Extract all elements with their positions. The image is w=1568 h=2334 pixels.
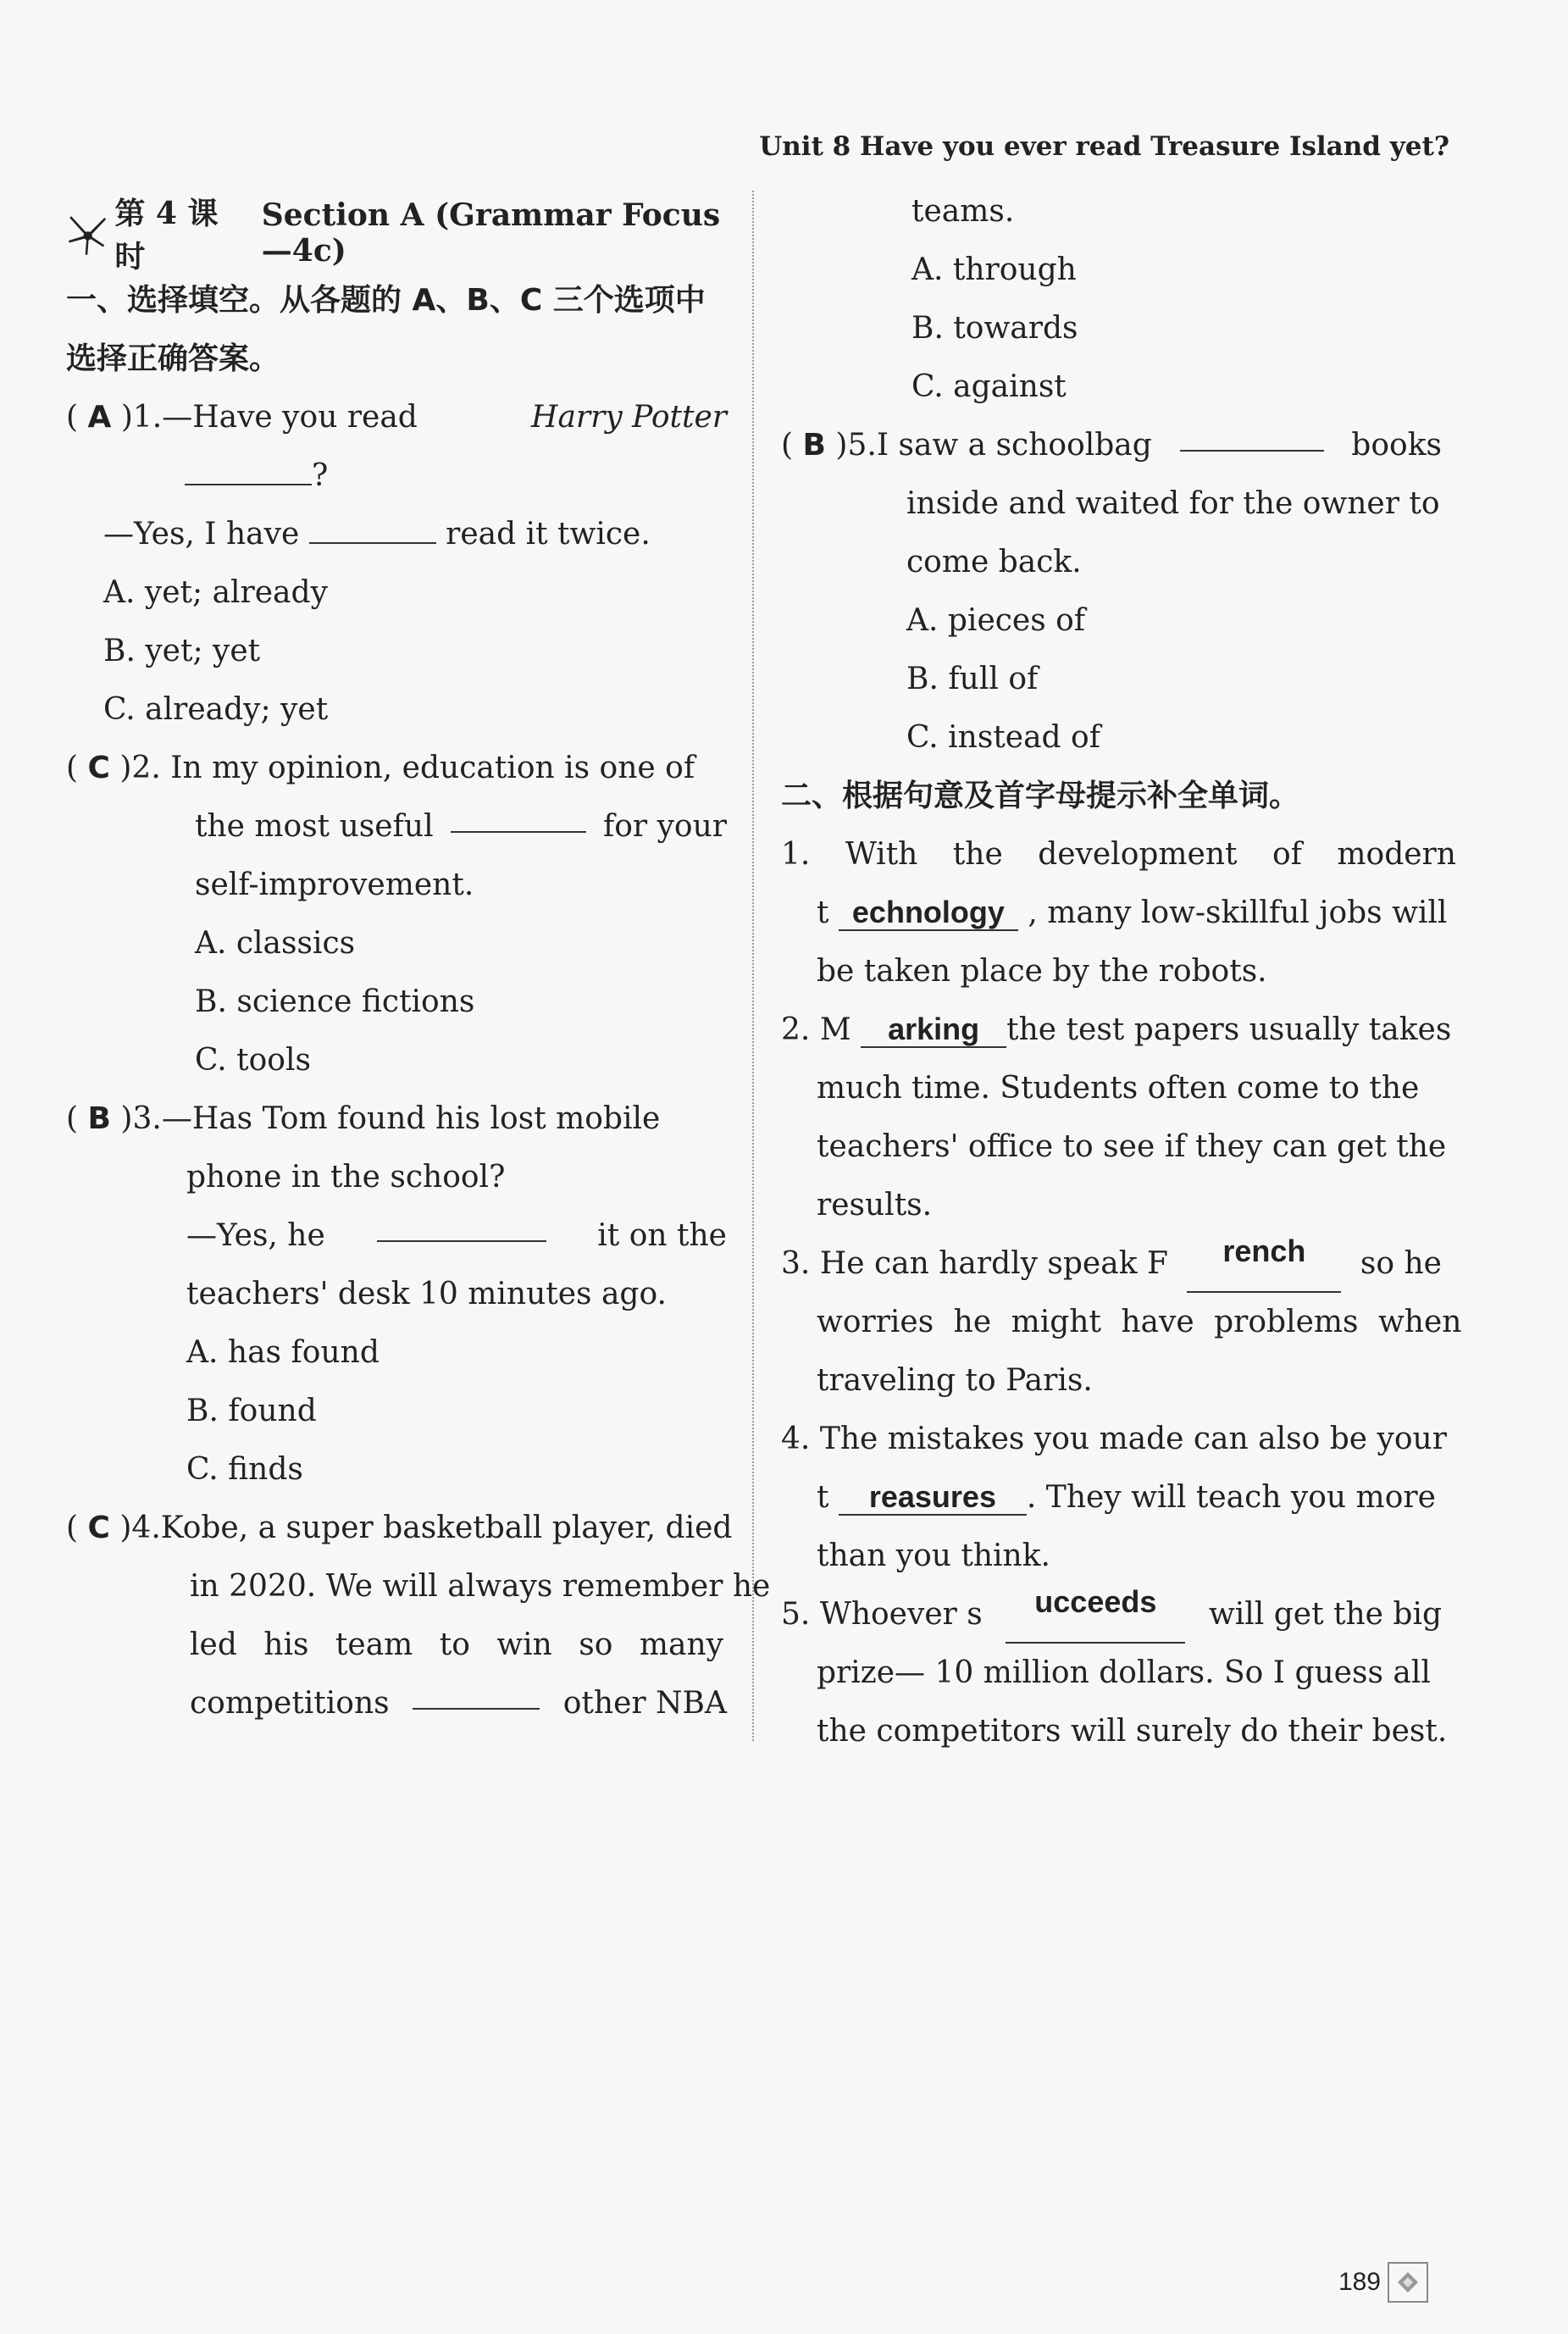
- s4-line2: [781, 1468, 1442, 1527]
- q1-line2: [66, 446, 727, 505]
- s1-line1: [781, 825, 1456, 884]
- q3-number: )3.: [120, 1101, 162, 1136]
- s5-text1b: will get the big: [1208, 1597, 1442, 1632]
- q1-reply-b: read it twice.: [446, 517, 651, 552]
- s2-line3: teachers' office to see if they can get the: [817, 1129, 1447, 1164]
- q2-stem1: In my opinion, education is one of: [170, 751, 695, 785]
- q4-line2: in 2020. We will always remember he: [190, 1569, 771, 1604]
- q2-line1: ( C )2. In my opinion, education is one of: [66, 751, 695, 785]
- q1-blank1[interactable]: [185, 450, 312, 485]
- q2-stem2b: for your: [602, 809, 727, 844]
- section-label: Section A (Grammar Focus—4c): [261, 197, 721, 269]
- s2-line4: results.: [817, 1188, 933, 1222]
- s4-number: 4.: [781, 1422, 811, 1456]
- diamond-icon: [1388, 2262, 1428, 2303]
- s1-line2: [781, 884, 1448, 942]
- q1-book-title: Harry Potter: [531, 400, 727, 435]
- q1-option-b: B. yet; yet: [103, 634, 261, 668]
- s5-number: 5.: [781, 1597, 811, 1632]
- s3-answer[interactable]: rench: [1187, 1234, 1341, 1293]
- s4-text1: The mistakes you made can also be your: [819, 1422, 1447, 1456]
- s1-line3: be taken place by the robots.: [817, 954, 1267, 989]
- q1-stem: —Have you read: [162, 400, 418, 435]
- s4-text2: . They will teach you more: [1026, 1480, 1436, 1515]
- q4-stem4a: competitions: [190, 1686, 390, 1721]
- q3-answer: B: [87, 1101, 111, 1136]
- s1-number: 1.: [781, 837, 811, 872]
- s2-answer[interactable]: arking: [861, 1012, 1006, 1048]
- q3-stem1: —Has Tom found his lost mobile: [161, 1101, 661, 1136]
- s5-line2: prize— 10 million dollars. So I guess all: [817, 1655, 1431, 1690]
- q2-stem2a: the most useful: [195, 809, 434, 844]
- s1-letter: t: [817, 895, 829, 930]
- s2-number: 2.: [781, 1012, 811, 1047]
- q3-line1: ( B )3.—Has Tom found his lost mobile: [66, 1101, 661, 1136]
- q4-stem4b: other NBA: [562, 1686, 727, 1721]
- q3-stem3b: it on the: [597, 1218, 727, 1253]
- q1-number: )1.: [120, 400, 163, 435]
- s5-answer[interactable]: ucceeds: [1006, 1585, 1185, 1644]
- q4-line1: ( C )4.Kobe, a super basketball player, died: [66, 1511, 733, 1545]
- q2-line2: [66, 797, 727, 856]
- q2-answer: C: [87, 751, 110, 785]
- q3-option-a: A. has found: [186, 1335, 380, 1370]
- page-number: [1338, 2262, 1428, 2303]
- s3-line3: traveling to Paris.: [817, 1363, 1093, 1398]
- s3-line2: worries he might have problems when: [817, 1305, 1462, 1339]
- part1-heading-line2: 选择正确答案。: [66, 341, 280, 376]
- q4-line5: teams.: [911, 194, 1015, 229]
- s3-text1b: so he: [1360, 1246, 1442, 1281]
- part1-heading-line1: 一、选择填空。从各题的 A、B、C 三个选项中: [66, 283, 706, 318]
- q5-option-a: A. pieces of: [906, 603, 1086, 638]
- s3-text1a: He can hardly speak F: [819, 1246, 1168, 1281]
- q4-option-b: B. towards: [911, 311, 1078, 346]
- s5-line1: [781, 1585, 1442, 1644]
- s1-answer[interactable]: echnology: [839, 895, 1018, 931]
- s2-text1: the test papers usually takes: [1006, 1012, 1452, 1047]
- q3-line3: [66, 1206, 727, 1265]
- q1-blank2[interactable]: [309, 508, 436, 544]
- q5-line2: inside and waited for the owner to: [906, 486, 1440, 521]
- s5-text1a: Whoever s: [819, 1597, 983, 1632]
- q2-line3: self-improvement.: [195, 868, 474, 902]
- q2-option-b: B. science fictions: [195, 984, 475, 1019]
- lesson-label: 第 4 课时: [114, 196, 219, 274]
- q2-blank[interactable]: [451, 797, 586, 833]
- q4-number: )4.: [119, 1511, 161, 1545]
- q1-reply: [66, 505, 727, 563]
- q3-blank[interactable]: [377, 1206, 546, 1242]
- q3-line4: teachers' desk 10 minutes ago.: [186, 1277, 667, 1311]
- q4-option-a: A. through: [911, 252, 1077, 287]
- q1-option-c: C. already; yet: [103, 692, 329, 727]
- q4-line4: [66, 1674, 727, 1732]
- q2-number: )2.: [119, 751, 161, 785]
- q4-stem1: Kobe, a super basketball player, died: [160, 1511, 733, 1545]
- q2-option-c: C. tools: [195, 1043, 311, 1078]
- right-column: [781, 182, 1462, 1760]
- q4-answer: C: [87, 1511, 110, 1545]
- q1-line1: ( A )1.—Have you read Harry Potter: [66, 400, 727, 435]
- q4-blank[interactable]: [413, 1674, 540, 1710]
- s3-line1: [781, 1234, 1442, 1293]
- s1-text2: , many low-skillful jobs will: [1028, 895, 1448, 930]
- q5-option-c: C. instead of: [906, 720, 1101, 755]
- s2-line1: [781, 1001, 1452, 1059]
- q3-option-b: B. found: [186, 1394, 317, 1428]
- s4-answer[interactable]: reasures: [839, 1480, 1027, 1516]
- flower-icon: [66, 206, 109, 260]
- s4-line3: than you think.: [817, 1538, 1050, 1573]
- q1-reply-a: —Yes, I have: [103, 517, 300, 552]
- s2-line2: much time. Students often come to the: [817, 1071, 1420, 1106]
- lesson-title: [66, 195, 727, 274]
- s3-number: 3.: [781, 1246, 811, 1281]
- running-header: Unit 8 Have you ever read Treasure Island yet?: [759, 131, 1449, 162]
- s4-line1: [781, 1410, 1447, 1468]
- left-column: [66, 195, 771, 1732]
- q4-option-c: C. against: [911, 369, 1067, 404]
- part2-heading: 二、根据句意及首字母提示补全单词。: [781, 779, 1300, 813]
- column-divider: [752, 191, 754, 1741]
- q3-stem3a: —Yes, he: [186, 1218, 325, 1253]
- q5-stem1b: books: [1351, 428, 1442, 463]
- q3-line2: phone in the school?: [186, 1160, 506, 1195]
- q5-stem1a: I saw a schoolbag: [876, 428, 1152, 463]
- s4-letter: t: [817, 1480, 829, 1515]
- q1-answer: A: [87, 400, 112, 435]
- q5-answer: B: [802, 428, 826, 463]
- page-number-text: 189: [1338, 2268, 1381, 2296]
- q4-line3: led his team to win so many: [190, 1627, 723, 1662]
- s2-letter: M: [819, 1012, 851, 1047]
- q5-blank[interactable]: [1180, 416, 1324, 452]
- q5-number: )5.: [835, 428, 877, 463]
- s1-text1: With the development of modern: [845, 837, 1456, 872]
- q5-line3: come back.: [906, 545, 1082, 579]
- q3-option-c: C. finds: [186, 1452, 303, 1487]
- q5-option-b: B. full of: [906, 662, 1039, 696]
- q2-option-a: A. classics: [195, 926, 356, 961]
- q1-option-a: A. yet; already: [103, 575, 328, 610]
- s5-line3: the competitors will surely do their best.: [817, 1714, 1448, 1749]
- q5-line1: ( B )5.I saw a schoolbag books: [781, 416, 1442, 474]
- q1-qmark: ?: [312, 458, 329, 493]
